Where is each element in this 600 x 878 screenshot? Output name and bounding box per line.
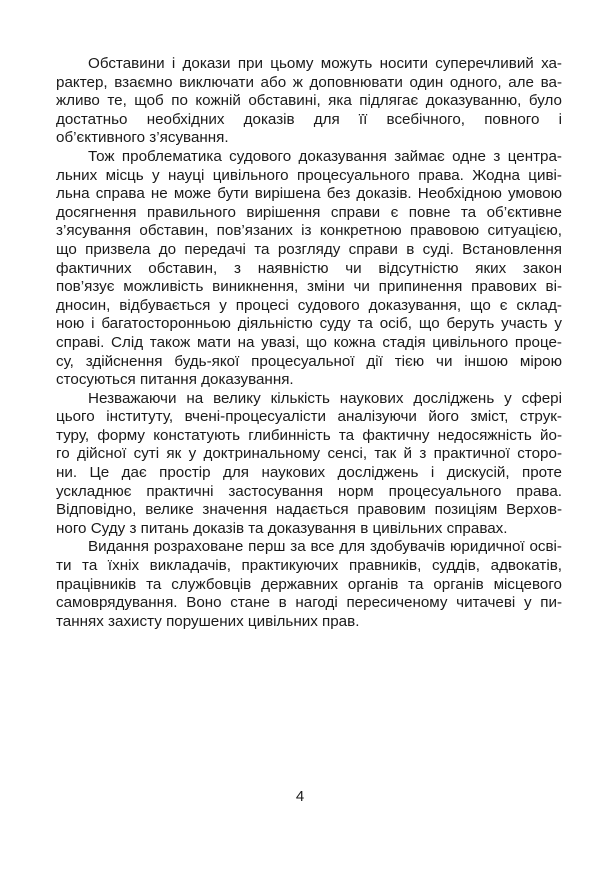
text-line: Відповідно, велике значення надається правовим позиціям Верхов-	[56, 501, 562, 519]
text-line: су, здійснення будь-якої процесуальної дії тією чи іншою мірою	[56, 352, 562, 370]
text-line: що призвела до передачі та розгляду справи в суді. Встановлення	[56, 240, 562, 258]
text-line: Незважаючи на велику кількість наукових досліджень у сфері	[88, 389, 562, 407]
text-line: справі. Слід також мати на увазі, що кожна стадія цивільного проце-	[56, 333, 562, 351]
text-line: достатньо необхідних доказів для її всебічного, повного і	[56, 110, 562, 128]
paragraph	[56, 148, 562, 390]
paragraph	[56, 55, 562, 148]
text-line: об’єктивного з’ясування.	[56, 129, 229, 147]
text-line: льних місць у науці цивільного процесуального права. Жодна циві-	[56, 166, 562, 184]
text-line: цього інституту, вчені-процесуалісти аналізуючи його зміст, струк-	[56, 408, 562, 426]
page-number: 4	[295, 788, 305, 805]
text-line: жливо те, щоб по кожній обставині, яка підлягає доказуванню, було	[56, 92, 562, 110]
text-line: ти та їхніх викладачів, практикуючих правників, суддів, адвокатів,	[56, 557, 562, 575]
text-line: ного Суду з питань доказів та доказування в цивільних справах.	[56, 519, 508, 537]
text-line: пов’язує можливість виникнення, зміни чи припинення правових ві-	[56, 278, 562, 296]
text-line: з’ясування обставин, пов’язаних із конкретною правовою ситуацією,	[56, 222, 562, 240]
text-line: го дійсної суті як у доктринальному сенсі, так й з практичної сторо-	[56, 445, 562, 463]
text-line: рактер, взаємно виключати або ж доповнювати один одного, але ва-	[56, 73, 562, 91]
text-line: Обставини і докази при цьому можуть носити суперечливий ха-	[88, 55, 562, 72]
page-body	[56, 55, 562, 631]
text-line: дносин, відбувається у процесі судового доказування, що є склад-	[56, 296, 562, 314]
text-line: фактичних обставин, з наявністю чи відсутністю яких закон	[56, 259, 562, 277]
paragraph	[56, 538, 562, 631]
text-line: льна справа не може бути вирішена без доказів. Необхідною умовою	[56, 185, 562, 203]
text-line: Тож проблематика судового доказування займає одне з центра-	[88, 147, 562, 165]
text-line: ни. Це дає простір для наукових досліджень і дискусій, проте	[56, 464, 562, 482]
text-line: ною і багатосторонньою діяльністю суду та осіб, що беруть участь у	[56, 315, 562, 333]
text-line: туру, форму констатують глибинність та фактичну недосяжність йо-	[56, 426, 562, 444]
text-line: ускладнює практичні застосування норм процесуального права.	[56, 482, 562, 500]
text-line: Видання розраховане перш за все для здобувачів юридичної осві-	[88, 538, 562, 556]
paragraph	[56, 390, 562, 539]
text-line: самоврядування. Воно стане в нагоді пересиченому читачеві у пи-	[56, 594, 562, 612]
text-line: працівників та службовців державних органів та органів місцевого	[56, 575, 562, 593]
text-line: таннях захисту порушених цивільних прав.	[56, 612, 360, 630]
text-line: досягнення правильного вирішення справи є повне та об’єктивне	[56, 203, 562, 221]
text-line: стосуються питання доказування.	[56, 371, 294, 389]
